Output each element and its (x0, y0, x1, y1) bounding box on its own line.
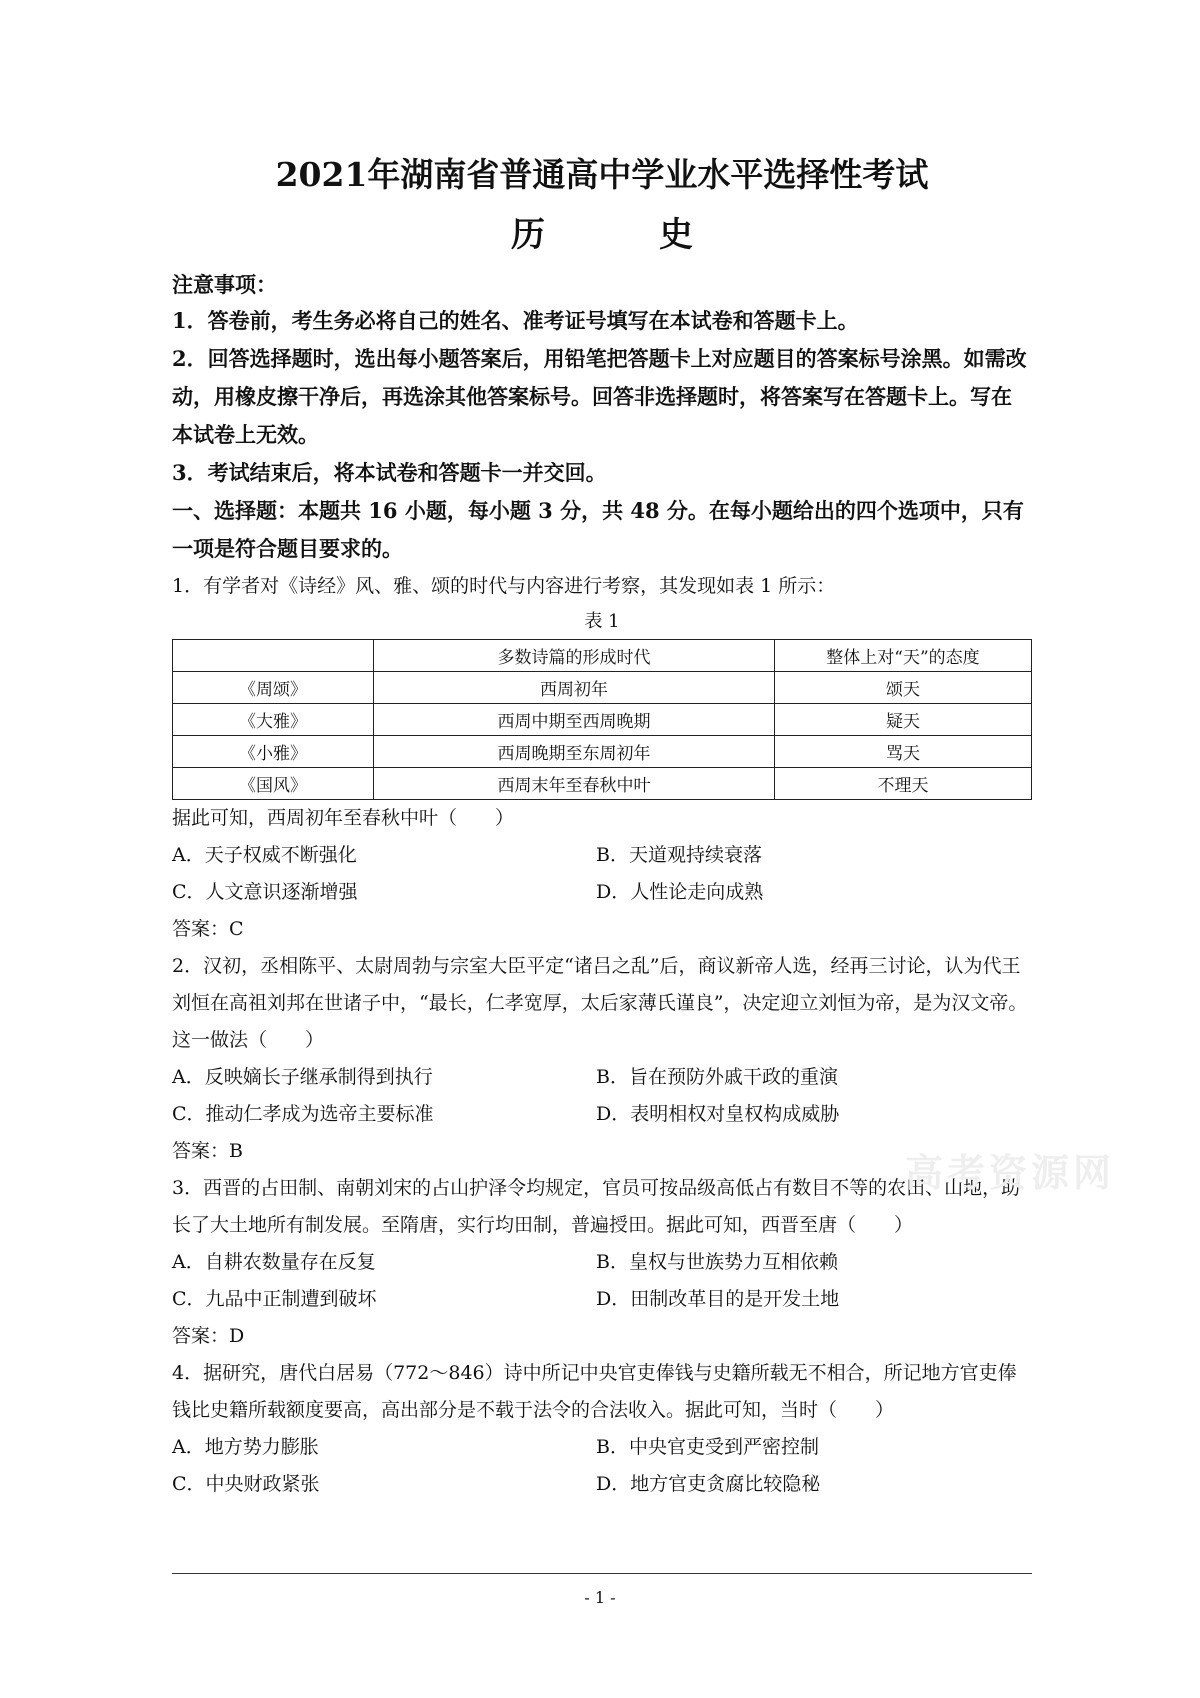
poetry-table (172, 639, 1032, 800)
question-1-answer: 答案：C (172, 918, 244, 940)
option-b: B．中央官吏受到严密控制 (596, 1436, 819, 1458)
option-a: A．反映嫡长子继承制得到执行 (172, 1066, 433, 1088)
option-c: C．中央财政紧张 (172, 1473, 320, 1495)
table-cell: 西周晚期至东周初年 (374, 736, 775, 768)
table-cell: 《大雅》 (173, 704, 374, 736)
watermark: 高考资源网 (905, 1150, 1116, 1195)
question-1-options (172, 837, 1032, 911)
table-header-cell (173, 640, 374, 672)
section-heading: 一、选择题：本题共 16 小题，每小题 3 分，共 48 分。在每小题给出的四个选项中，只有一项是符合题目要求的。 (172, 498, 1024, 561)
table-cell: 西周初年 (374, 672, 775, 704)
table-cell: 骂天 (775, 736, 1032, 768)
option-d: D．田制改革目的是开发土地 (596, 1288, 840, 1310)
option-b: B．皇权与世族势力互相依赖 (596, 1251, 838, 1273)
table-row (173, 672, 1032, 704)
notice-title: 注意事项： (172, 272, 277, 297)
option-b: B．天道观持续衰落 (596, 844, 762, 866)
table-row (173, 736, 1032, 768)
option-a: A．地方势力膨胀 (172, 1436, 319, 1458)
option-d: D．地方官吏贪腐比较隐秘 (596, 1473, 821, 1495)
question-2-answer: 答案：B (172, 1140, 243, 1162)
question-2-stem: 2．汉初，丞相陈平、太尉周勃与宗室大臣平定“诸吕之乱”后，商议新帝人选，经再三讨论，认为代王刘恒在高祖刘邦在世诸子中，“最长，仁孝宽厚，太后家薄氏谨良”，决定迎立刘恒为帝，是为汉文帝。这一做法（ ） (172, 955, 1028, 1051)
table-cell: 西周中期至西周晚期 (374, 704, 775, 736)
table-row (173, 768, 1032, 800)
table-cell: 西周末年至春秋中叶 (374, 768, 775, 800)
table-row (173, 704, 1032, 736)
footer-divider (172, 1573, 1032, 1574)
table-cell: 《国风》 (173, 768, 374, 800)
table-cell: 颂天 (775, 672, 1032, 704)
table-cell: 《周颂》 (173, 672, 374, 704)
table-cell: 疑天 (775, 704, 1032, 736)
option-a: A．天子权威不断强化 (172, 844, 357, 866)
table-caption: 表 1 (584, 611, 620, 632)
question-3-answer: 答案：D (172, 1325, 245, 1347)
exam-title: 2021年湖南省普通高中学业水平选择性考试 (275, 155, 929, 194)
option-d: D．人性论走向成熟 (596, 881, 764, 903)
notice-item: 3．考试结束后，将本试卷和答题卡一并交回。 (172, 460, 607, 485)
option-d: D．表明相权对皇权构成威胁 (596, 1103, 840, 1125)
table-cell: 《小雅》 (173, 736, 374, 768)
question-3-stem: 3．西晋的占田制、南朝刘宋的占山护泽令均规定，官员可按品级高低占有数目不等的农田、山地，助长了大土地所有制发展。至隋唐，实行均田制，普遍授田。据此可知，西晋至唐（ ） (172, 1177, 1021, 1236)
notice-item: 2．回答选择题时，选出每小题答案后，用铅笔把答题卡上对应题目的答案标号涂黑。如需改动，用橡皮擦干净后，再选涂其他答案标号。回答非选择题时，将答案写在答题卡上。写在本试卷上无效。 (172, 346, 1027, 447)
question-1-stem: 1．有学者对《诗经》风、雅、颂的时代与内容进行考察，其发现如表 1 所示： (172, 575, 836, 597)
exam-page (172, 150, 1032, 1503)
table-header-cell: 多数诗篇的形成时代 (374, 640, 775, 672)
option-b: B．旨在预防外戚干政的重演 (596, 1066, 838, 1088)
question-3-options (172, 1244, 1032, 1318)
option-a: A．自耕农数量存在反复 (172, 1251, 376, 1273)
table-header-cell: 整体上对“天”的态度 (775, 640, 1032, 672)
option-c: C．九品中正制遭到破坏 (172, 1288, 377, 1310)
page-number: - 1 - (584, 1588, 616, 1607)
table-cell: 不理天 (775, 768, 1032, 800)
subject-title: 历 史 (511, 215, 733, 255)
question-2-options (172, 1059, 1032, 1133)
question-4-stem: 4．据研究，唐代白居易（772～846）诗中所记中央官吏俸钱与史籍所载无不相合，所记地方官吏俸钱比史籍所载额度要高，高出部分是不载于法令的合法收入。据此可知，当时（ ） (172, 1362, 1017, 1421)
question-4-options (172, 1429, 1032, 1503)
option-c: C．推动仁孝成为选帝主要标准 (172, 1103, 434, 1125)
option-c: C．人文意识逐渐增强 (172, 881, 358, 903)
question-1-prompt: 据此可知，西周初年至春秋中叶（ ） (172, 807, 515, 829)
notice-item: 1．答卷前，考生务必将自己的姓名、准考证号填写在本试卷和答题卡上。 (172, 308, 859, 333)
table-header-row (173, 640, 1032, 672)
